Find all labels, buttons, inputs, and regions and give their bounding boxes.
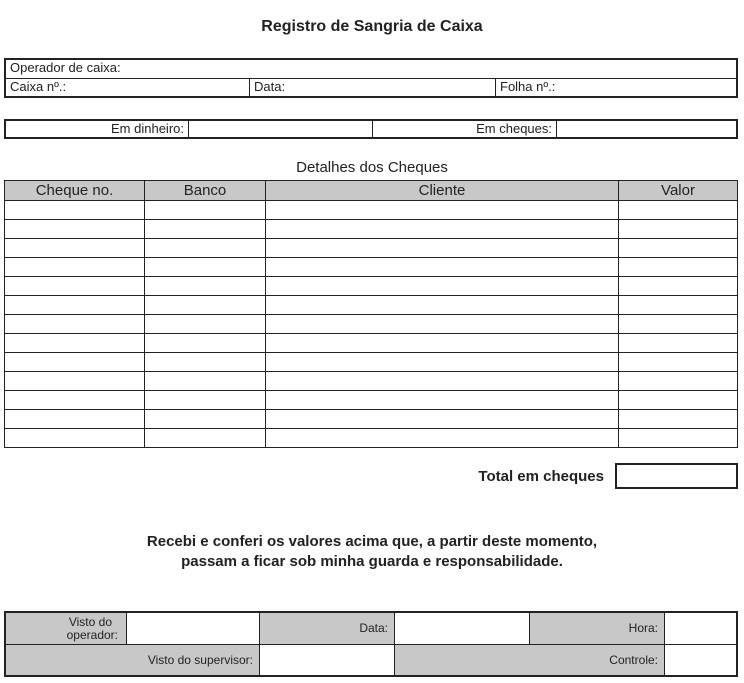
- controle-label: Controle:: [395, 644, 665, 676]
- table-row: [5, 372, 738, 391]
- controle-input[interactable]: [665, 644, 738, 676]
- section-title: Detalhes dos Cheques: [296, 159, 448, 176]
- valor-cell[interactable]: [619, 277, 738, 296]
- cheque-cell[interactable]: [5, 353, 145, 372]
- table-header-row: [5, 181, 738, 201]
- table-row: [5, 410, 738, 429]
- dinheiro-input[interactable]: [188, 121, 372, 137]
- cheques-table: [4, 180, 738, 448]
- cliente-cell[interactable]: [266, 277, 619, 296]
- cliente-cell[interactable]: [266, 391, 619, 410]
- cheque-cell[interactable]: [5, 258, 145, 277]
- folha-label: Folha nº.:: [500, 79, 556, 94]
- signoff-data-label: Data:: [260, 612, 395, 644]
- visto-supervisor-input[interactable]: [260, 644, 395, 676]
- cliente-cell[interactable]: [266, 201, 619, 220]
- banco-cell[interactable]: [145, 239, 266, 258]
- cheque-cell[interactable]: [5, 239, 145, 258]
- valor-cell[interactable]: [619, 372, 738, 391]
- visto-supervisor-label: Visto do supervisor:: [5, 644, 260, 676]
- statement: [0, 532, 744, 572]
- cliente-cell[interactable]: [266, 239, 619, 258]
- signoff-data-input[interactable]: [395, 612, 530, 644]
- cheque-cell[interactable]: [5, 372, 145, 391]
- column-header-cheque: Cheque no.: [5, 181, 145, 201]
- cheques-input[interactable]: [556, 121, 736, 137]
- data-label: Data:: [254, 79, 286, 94]
- valor-cell[interactable]: [619, 220, 738, 239]
- banco-cell[interactable]: [145, 372, 266, 391]
- valor-cell[interactable]: [619, 429, 738, 448]
- cheque-cell[interactable]: [5, 429, 145, 448]
- valor-cell[interactable]: [619, 315, 738, 334]
- cliente-cell[interactable]: [266, 353, 619, 372]
- statement-line-1: Recebi e conferi os valores acima que, a partir deste momento,: [146, 533, 598, 550]
- cheques-label: Em cheques:: [372, 121, 556, 137]
- visto-operador-input[interactable]: [127, 612, 260, 644]
- banco-cell[interactable]: [145, 296, 266, 315]
- table-row: [5, 296, 738, 315]
- cheques-table-body: [5, 201, 738, 448]
- cheque-cell[interactable]: [5, 201, 145, 220]
- banco-cell[interactable]: [145, 353, 266, 372]
- cliente-cell[interactable]: [266, 372, 619, 391]
- form-title: Registro de Sangria de Caixa: [261, 18, 483, 35]
- cliente-cell[interactable]: [266, 334, 619, 353]
- cheque-cell[interactable]: [5, 315, 145, 334]
- signoff-hora-input[interactable]: [665, 612, 738, 644]
- operador-field[interactable]: [6, 60, 736, 78]
- banco-cell[interactable]: [145, 277, 266, 296]
- dinheiro-label: Em dinheiro:: [111, 121, 184, 136]
- cheque-cell[interactable]: [5, 296, 145, 315]
- header-info-box: [4, 58, 738, 98]
- cliente-cell[interactable]: [266, 315, 619, 334]
- table-row: [5, 353, 738, 372]
- banco-cell[interactable]: [145, 220, 266, 239]
- totals-box: [4, 119, 738, 139]
- table-row: [5, 220, 738, 239]
- table-row: [5, 258, 738, 277]
- column-header-cliente: Cliente: [266, 181, 619, 201]
- cliente-cell[interactable]: [266, 258, 619, 277]
- table-row: [5, 201, 738, 220]
- table-row: [5, 391, 738, 410]
- data-field[interactable]: [249, 79, 495, 96]
- caixa-label: Caixa nº.:: [10, 79, 67, 94]
- statement-line-2: passam a ficar sob minha guarda e responsabilidade.: [181, 553, 563, 570]
- banco-cell[interactable]: [145, 334, 266, 353]
- banco-cell[interactable]: [145, 201, 266, 220]
- folha-field[interactable]: [495, 79, 736, 96]
- column-header-valor: Valor: [619, 181, 738, 201]
- valor-cell[interactable]: [619, 239, 738, 258]
- cheque-cell[interactable]: [5, 391, 145, 410]
- cheque-cell[interactable]: [5, 277, 145, 296]
- table-row: [5, 315, 738, 334]
- visto-operador-label: [5, 612, 127, 644]
- banco-cell[interactable]: [145, 410, 266, 429]
- caixa-field[interactable]: [6, 79, 249, 96]
- table-row: [5, 239, 738, 258]
- cliente-cell[interactable]: [266, 296, 619, 315]
- banco-cell[interactable]: [145, 315, 266, 334]
- column-header-banco: Banco: [145, 181, 266, 201]
- cliente-cell[interactable]: [266, 410, 619, 429]
- valor-cell[interactable]: [619, 410, 738, 429]
- valor-cell[interactable]: [619, 296, 738, 315]
- cheque-cell[interactable]: [5, 410, 145, 429]
- valor-cell[interactable]: [619, 353, 738, 372]
- banco-cell[interactable]: [145, 391, 266, 410]
- total-cheques-input[interactable]: [615, 463, 738, 489]
- visto-operador-line-1: Visto do: [68, 615, 112, 630]
- cheque-cell[interactable]: [5, 334, 145, 353]
- cheque-cell[interactable]: [5, 220, 145, 239]
- table-row: [5, 334, 738, 353]
- table-row: [5, 277, 738, 296]
- operador-label: Operador de caixa:: [10, 60, 121, 75]
- banco-cell[interactable]: [145, 258, 266, 277]
- valor-cell[interactable]: [619, 334, 738, 353]
- cliente-cell[interactable]: [266, 220, 619, 239]
- valor-cell[interactable]: [619, 201, 738, 220]
- signoff-hora-label: Hora:: [530, 612, 665, 644]
- cliente-cell[interactable]: [266, 429, 619, 448]
- table-row: [5, 429, 738, 448]
- valor-cell[interactable]: [619, 391, 738, 410]
- banco-cell[interactable]: [145, 429, 266, 448]
- valor-cell[interactable]: [619, 258, 738, 277]
- signoff-table: [4, 611, 738, 677]
- total-cheques-label: Total em cheques: [478, 468, 604, 485]
- visto-operador-line-2: operador:: [66, 628, 118, 643]
